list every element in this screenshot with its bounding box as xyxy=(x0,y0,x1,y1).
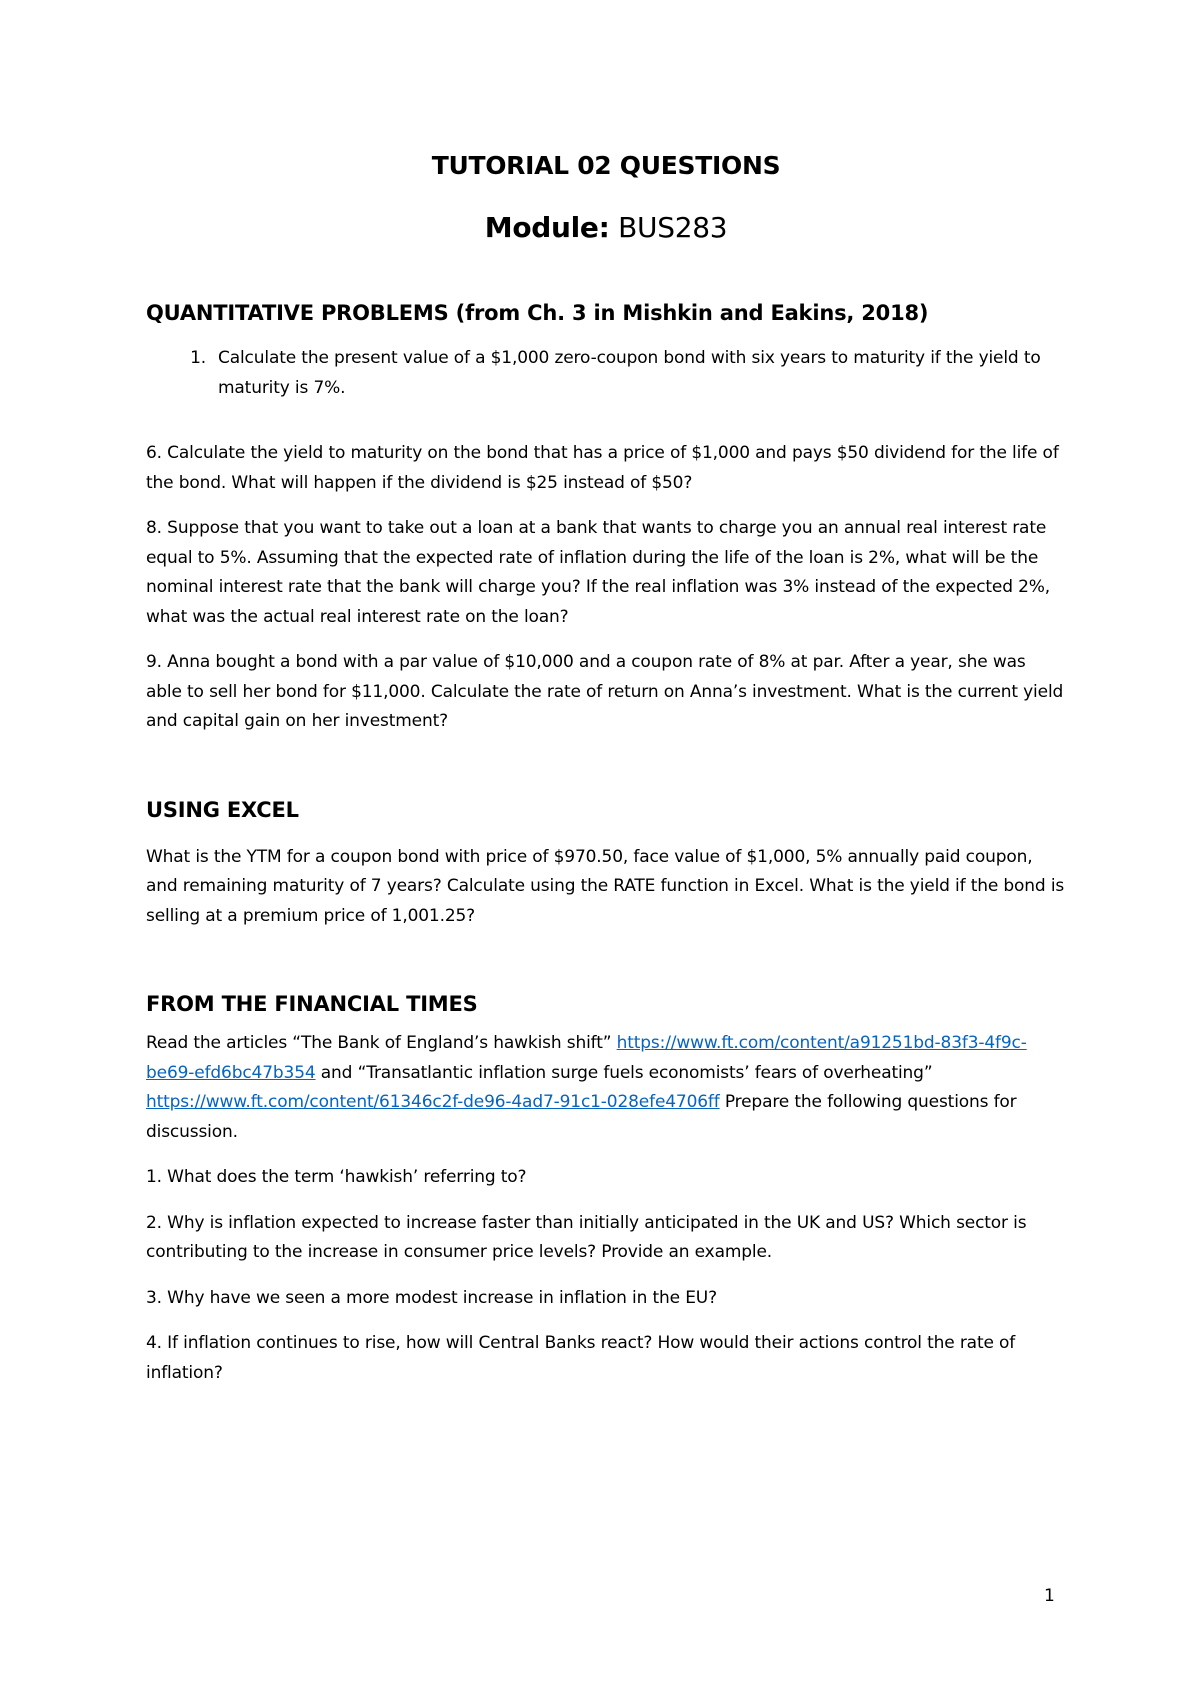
article-link-1[interactable]: https://www.ft.com/content/a91251bd-83f3-4f9c-be69-efd6bc47b354 xyxy=(146,1033,1027,1083)
ft-question-3: 3. Why have we seen a more modest increase in inflation in the EU? xyxy=(146,1287,717,1308)
ft-question-2: 2. Why is inflation expected to increase faster than initially anticipated in the UK and US? Which sector is contributing to the increase in consumer price levels? Provide an example. xyxy=(146,1212,1027,1262)
excel-heading: USING EXCEL xyxy=(146,797,299,822)
module-label: Module: xyxy=(484,211,610,244)
list-item-number: 1. xyxy=(190,348,206,368)
list-item xyxy=(146,344,1066,403)
question-1: Calculate the present value of a $1,000 zero-coupon bond with six years to maturity if the yield to maturity is 7%. xyxy=(218,348,1041,398)
ft-intro-part-c: Prepare the following questions for discussion. xyxy=(146,1092,1017,1142)
ft-intro-part-b: and “Transatlantic inflation surge fuels economists’ fears of overheating” xyxy=(315,1062,933,1083)
excel-question: What is the YTM for a coupon bond with price of $970.50, face value of $1,000, 5% annually paid coupon, and remaining maturity of 7 years? Calculate using the RATE function in Excel. What is the yield if the bond is selling at a premium price of 1,001.25? xyxy=(146,846,1065,926)
question-8: 8. Suppose that you want to take out a loan at a bank that wants to charge you an annual real interest rate equal to 5%. Assuming that the expected rate of inflation during the life of the loan is 2%, what will be the nominal interest rate that the bank will charge you? If the real inflation was 3% instead of the expected 2%, what was the actual real interest rate on the loan? xyxy=(146,518,1051,627)
ft-intro-part-a: Read the articles “The Bank of England’s hawkish shift” xyxy=(146,1033,617,1053)
quantitative-heading: QUANTITATIVE PROBLEMS (from Ch. 3 in Mishkin and Eakins, 2018) xyxy=(146,301,929,325)
ft-heading: FROM THE FINANCIAL TIMES xyxy=(146,992,478,1016)
page-content xyxy=(146,148,1066,1388)
ft-question-4: 4. If inflation continues to rise, how will Central Banks react? How would their actions control the rate of inflation? xyxy=(146,1333,1016,1383)
question-6: 6. Calculate the yield to maturity on the bond that has a price of $1,000 and pays $50 dividend for the life of the bond. What will happen if the dividend is $25 instead of $50? xyxy=(146,443,1059,493)
quantitative-list xyxy=(146,344,1066,403)
ft-intro xyxy=(146,1029,1066,1147)
page-title: TUTORIAL 02 QUESTIONS xyxy=(431,151,781,180)
question-9: 9. Anna bought a bond with a par value of $10,000 and a coupon rate of 8% at par. After a year, she was able to sell her bond for $11,000. Calculate the rate of return on Anna’s investment. What is the current yield and capital gain on her investment? xyxy=(146,652,1064,731)
module-code: BUS283 xyxy=(618,211,728,244)
ft-question-1: 1. What does the term ‘hawkish’ referring to? xyxy=(146,1167,527,1187)
module-line xyxy=(146,208,1066,248)
article-link-2[interactable]: https://www.ft.com/content/61346c2f-de96-4ad7-91c1-028efe4706ff xyxy=(146,1092,720,1112)
page-number: 1 xyxy=(1044,1586,1055,1606)
